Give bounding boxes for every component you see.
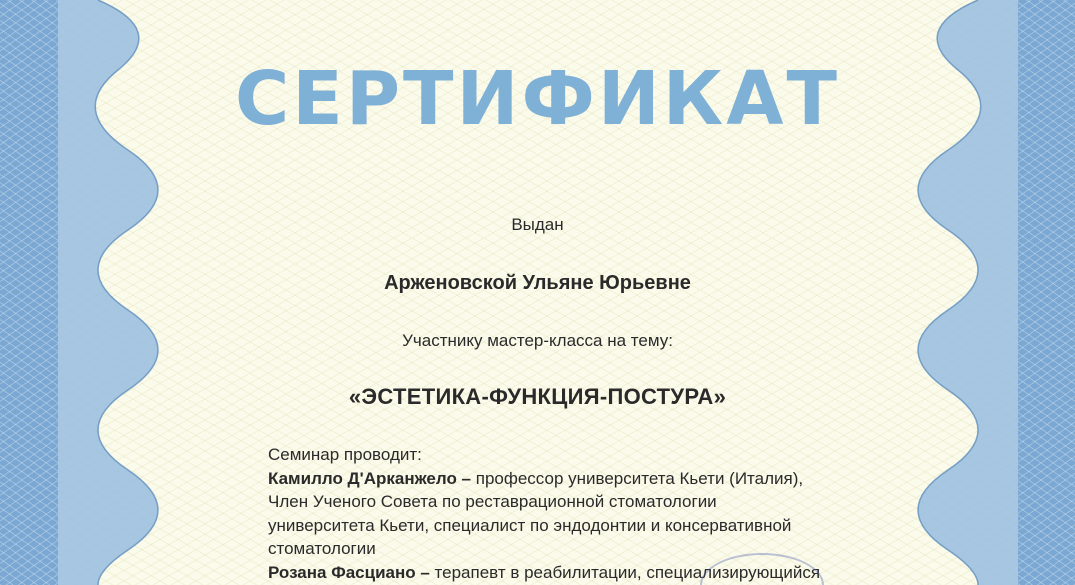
lecturer1-line3: университета Кьети, специалист по эндодонтии и консервативной (268, 515, 792, 535)
recipient-name: Арженовской Ульяне Юрьевне (384, 272, 691, 294)
lecturer1-name: Камилло Д'Арканжело – (268, 468, 472, 488)
lecturer1-line2: Член Ученого Совета по реставрационной стоматологии (268, 492, 717, 511)
seminar-topic: «ЭСТЕТИКА-ФУНКЦИЯ-ПОСТУРА» (348, 384, 727, 409)
certificate-title: СЕРТИФИКАТ (234, 56, 841, 142)
lecturer1-line1 (268, 467, 908, 491)
seminar-label: Семинар проводит: (268, 445, 422, 464)
lecturer1-line4: стоматологии (268, 539, 376, 558)
lecturer2-title: терапевт в реабилитации, специализирующийся (429, 562, 821, 582)
lecturer2-name: Розана Фасциано – (268, 562, 430, 582)
issued-label: Выдан (511, 215, 564, 234)
seminar-description (268, 443, 908, 584)
participant-line: Участнику мастер-класса на тему: (402, 331, 673, 350)
lecturer1-title: профессор университета Кьети (Италия), (471, 468, 804, 488)
